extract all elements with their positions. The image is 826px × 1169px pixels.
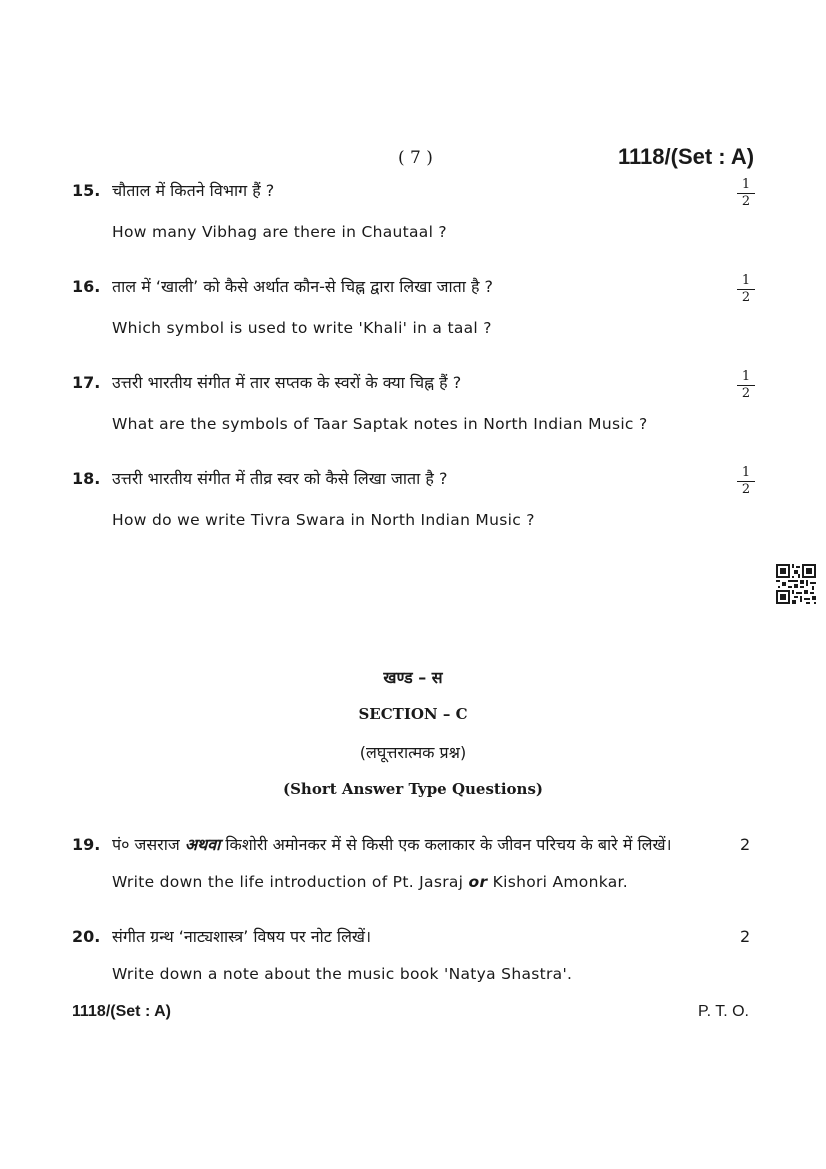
question-english [112,873,628,891]
marks-numerator: 1 [737,274,755,290]
or-emphasis-english: or [468,873,488,891]
marks-numerator: 1 [737,178,755,194]
question-number: 18. [72,469,101,488]
paper-code-footer: 1118/(Set : A) [72,1003,172,1020]
question-number: 19. [72,835,101,854]
section-subtitle-hindi: (लघूत्तरात्मक प्रश्न) [359,743,467,762]
paper-code-header: 1118/(Set : A) [618,144,755,169]
question-english: Which symbol is used to write 'Khali' in a taal ? [112,319,492,337]
marks-fraction [737,466,755,497]
qr-code-icon [776,564,816,604]
question-number: 20. [72,927,101,946]
question-hindi: ताल में ‘खाली’ को कैसे अर्थात कौन-से चिह्न द्वारा लिखा जाता है ? [112,277,494,296]
or-emphasis-hindi: अथवा [184,835,221,854]
marks-numerator: 1 [737,370,755,386]
marks-denominator: 2 [741,194,751,209]
question-english-part: Write down the life introduction of Pt. Jasraj [112,873,469,891]
marks-denominator: 2 [741,482,751,497]
question-number: 16. [72,277,101,296]
marks-numerator: 1 [737,466,755,482]
question-marks: 2 [740,927,751,946]
question-hindi: संगीत ग्रन्थ ‘नाट्यशास्त्र’ विषय पर नोट लिखें। [112,927,372,946]
question-hindi: उत्तरी भारतीय संगीत में तीव्र स्वर को कैसे लिखा जाता है ? [112,469,448,488]
marks-fraction [737,370,755,401]
question-english: What are the symbols of Taar Saptak notes in North Indian Music ? [112,415,648,433]
question-english: Write down a note about the music book 'Natya Shastra'. [112,965,573,983]
section-title-hindi: खण्ड – स [383,668,443,687]
question-hindi-part: किशोरी अमोनकर में से किसी एक कलाकार के जीवन परिचय के बारे में लिखें। [220,835,672,854]
question-english: How do we write Tivra Swara in North Indian Music ? [112,511,535,529]
pto-label: P. T. O. [698,1003,749,1020]
question-number: 17. [72,373,101,392]
question-english-part: Kishori Amonkar. [487,873,628,891]
question-hindi: चौताल में कितने विभाग हैं ? [112,181,275,200]
marks-fraction [737,178,755,209]
section-subtitle-english: (Short Answer Type Questions) [283,780,543,798]
marks-fraction [737,274,755,305]
question-hindi: उत्तरी भारतीय संगीत में तार सप्तक के स्वरों के क्या चिह्न हैं ? [112,373,462,392]
question-english: How many Vibhag are there in Chautaal ? [112,223,447,241]
question-marks: 2 [740,835,751,854]
question-hindi-part: पं० जसराज [112,835,185,854]
section-title-english: SECTION – C [358,705,468,723]
marks-denominator: 2 [741,290,751,305]
question-hindi [112,833,672,855]
page-number: ( 7 ) [398,148,433,168]
question-number: 15. [72,181,101,200]
marks-denominator: 2 [741,386,751,401]
